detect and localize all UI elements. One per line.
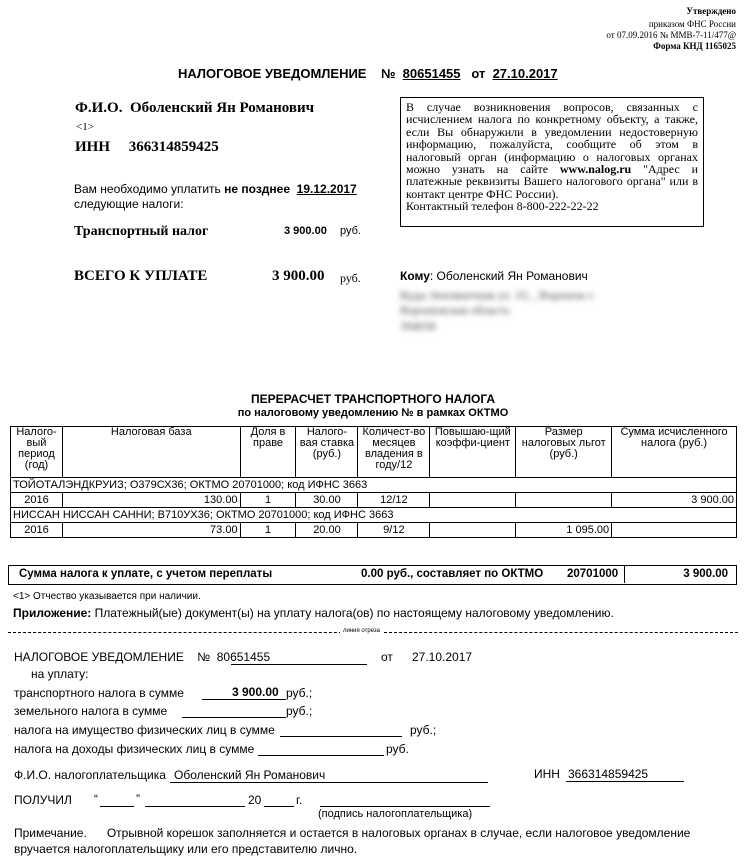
col-benefit: Размер налоговых льгот (руб.) <box>516 427 612 478</box>
stub-num-sign: № <box>197 650 211 664</box>
stub-quote-close: ” <box>136 792 140 806</box>
cell-base: 73.00 <box>62 523 240 538</box>
fio-label: Ф.И.О. <box>75 100 123 116</box>
cell-benefit <box>516 493 612 508</box>
recalc-table <box>10 426 737 538</box>
table-row <box>11 493 737 508</box>
order-line-1: приказом ФНС России <box>648 19 736 29</box>
table-row <box>11 523 737 538</box>
cell-tax: 3 900.00 <box>612 493 737 508</box>
col-period: Налого-вый период (год) <box>11 427 63 478</box>
stub-from: от <box>381 650 393 664</box>
stub-note-text-1: Отрывной корешок заполняется и остается в налоговых органах в случае, если налоговое уведомление <box>106 826 691 840</box>
inn-label: ИНН <box>75 139 111 155</box>
inn-value: 366314859425 <box>128 139 219 155</box>
sum-label: Сумма налога к уплате, с учетом переплаты <box>19 568 273 580</box>
notice-number: 80651455 <box>402 66 461 81</box>
cell-coef <box>430 493 516 508</box>
stub-month-line <box>145 806 245 807</box>
stub-to-pay: на уплату: <box>31 667 89 681</box>
notice-from: от <box>471 66 486 81</box>
info-box <box>400 97 704 227</box>
cut-line-label: линия отреза <box>340 628 383 634</box>
cell-tax <box>612 523 737 538</box>
info-text: В случае возникновения вопросов, связанных с исчислением налога по конкретному объекту, а также, если Вы обнаружили в уведомлении недостоверную информацию, пожалуйста, сообщите об этом в налоговый орган (информацию о налоговых органах можно узнать на сайте <box>406 100 698 177</box>
approved-label: Утверждено <box>686 6 736 16</box>
stub-property-rub: руб.; <box>410 723 437 737</box>
to-name: : Оболенский Ян Романович <box>429 269 588 283</box>
col-base: Налоговая база <box>62 427 240 478</box>
col-share: Доля в праве <box>240 427 296 478</box>
tax-name: Транспортный налог <box>74 224 209 239</box>
address-line-1: Куды Землянечная ул. 33, , Воронеж г. <box>400 288 595 302</box>
col-coef: Повышаю-щий коэффи-циент <box>430 427 516 478</box>
address-line-3: 394036 <box>400 319 436 333</box>
notice-date: 27.10.2017 <box>492 66 558 81</box>
taxpayer-fio-row <box>75 100 314 117</box>
to-label: Кому <box>400 269 430 283</box>
col-tax: Сумма исчисленного налога (руб.) <box>612 427 737 478</box>
stub-land-label: земельного налога в сумме <box>14 704 168 718</box>
stub-received: ПОЛУЧИЛ <box>14 793 72 807</box>
tax-amount: 3 900.00 <box>284 225 327 237</box>
table-header-row <box>11 427 737 478</box>
stub-transport-rub: руб.; <box>286 686 313 700</box>
stub-day-line <box>100 806 134 807</box>
address-line-2: Воронежская область <box>400 303 510 317</box>
sum-total: 3 900.00 <box>683 568 728 580</box>
cell-year: 2016 <box>11 523 63 538</box>
info-text-2: "Адрес и платежные реквизиты Вашего налогового органа" или в контакт центре ФНС России). <box>406 162 698 201</box>
stub-signature-line <box>320 806 490 807</box>
deadline-label: не позднее <box>224 182 290 196</box>
stub-property-line <box>280 736 402 737</box>
stub-inn-label: ИНН <box>534 767 560 781</box>
cell-rate: 30.00 <box>296 493 358 508</box>
stub-quote-open: “ <box>94 792 98 806</box>
cell-coef <box>430 523 516 538</box>
pay-instruction <box>74 182 357 196</box>
cell-months: 12/12 <box>358 493 430 508</box>
stub-year-prefix: 20 <box>248 793 262 807</box>
recipient-row <box>400 269 588 283</box>
cell-share: 1 <box>240 523 296 538</box>
tax-currency: руб. <box>340 225 361 237</box>
total-label: ВСЕГО К УПЛАТЕ <box>74 268 208 284</box>
stub-transport-line <box>202 699 286 700</box>
total-amount: 3 900.00 <box>272 268 325 284</box>
footnote-ref: <1> <box>76 121 94 133</box>
stub-income-label: налога на доходы физических лиц в сумме <box>14 742 255 756</box>
form-code: Форма КНД 1165025 <box>653 41 736 51</box>
stub-title: НАЛОГОВОЕ УВЕДОМЛЕНИЕ <box>14 650 184 664</box>
sum-oktmo: 20701000 <box>567 568 619 580</box>
notice-num-sign: № <box>380 66 396 81</box>
table-row <box>11 478 737 493</box>
appendix-label: Приложение: <box>13 606 92 620</box>
stub-year-line <box>264 806 294 807</box>
cell-benefit: 1 095.00 <box>516 523 612 538</box>
cell-months: 9/12 <box>358 523 430 538</box>
sum-overpay: 0.00 руб., составляет по ОКТМО <box>361 568 544 580</box>
notice-title: НАЛОГОВОЕ УВЕДОМЛЕНИЕ <box>178 66 367 81</box>
stub-transport-label: транспортного налога в сумме <box>14 686 184 700</box>
stub-income-line <box>258 755 384 756</box>
total-currency: руб. <box>340 271 361 285</box>
stub-date: 27.10.2017 <box>412 650 473 664</box>
vehicle-description: ТОЙОТАЛЭНДКРУИЗ; О379СХ36; ОКТМО 20701000; код ИФНС 3663 <box>11 478 737 493</box>
stub-transport-amount: 3 900.00 <box>232 685 279 699</box>
fio-value: Оболенский Ян Романович <box>129 100 315 116</box>
stub-inn-line <box>566 781 684 782</box>
footnote-text: <1> Отчество указывается при наличии. <box>13 591 201 602</box>
stub-year-suffix: г. <box>296 793 303 807</box>
recalc-subtitle: по налоговому уведомлению № в рамках ОКТМО <box>237 407 509 419</box>
stub-property-label: налога на имущество физических лиц в сумме <box>14 723 275 737</box>
stub-fio-line <box>170 782 488 783</box>
stub-title-row <box>14 650 270 664</box>
appendix-text: Платежный(ые) документ(ы) на уплату налога(ов) по настоящему налоговому уведомлению. <box>91 606 614 620</box>
cell-rate: 20.00 <box>296 523 358 538</box>
stub-note-row <box>14 826 690 840</box>
stub-signature-label: (подпись налогоплательщика) <box>318 808 473 820</box>
pay-suffix: следующие налоги: <box>74 197 184 211</box>
stub-fio-label: Ф.И.О. налогоплательщика <box>14 768 166 782</box>
recalc-title: ПЕРЕРАСЧЕТ ТРАНСПОРТНОГО НАЛОГА <box>250 392 496 406</box>
stub-income-rub: руб. <box>386 742 409 756</box>
stub-inn: 366314859425 <box>568 767 649 781</box>
order-line-2: от 07.09.2016 № ММВ-7-11/477@ <box>606 30 736 40</box>
info-site-link[interactable]: www.nalog.ru <box>559 162 632 177</box>
stub-note-text-2: вручается налогоплательщику или его представителю лично. <box>14 842 358 856</box>
cell-year: 2016 <box>11 493 63 508</box>
stub-number-line <box>231 664 367 665</box>
table-row <box>11 508 737 523</box>
pay-prefix: Вам необходимо уплатить <box>74 182 225 196</box>
col-rate: Налого-вая ставка (руб.) <box>296 427 358 478</box>
sum-divider <box>624 566 625 583</box>
deadline-date: 19.12.2017 <box>296 182 357 196</box>
sum-box <box>8 565 737 585</box>
stub-number: 80651455 <box>216 650 271 664</box>
taxpayer-inn-row <box>75 139 219 156</box>
cell-base: 130.00 <box>62 493 240 508</box>
stub-note-label: Примечание. <box>14 826 87 840</box>
info-phone: Контактный телефон 8-800-222-22-22 <box>406 199 599 214</box>
cell-share: 1 <box>240 493 296 508</box>
vehicle-description: НИССАН НИССАН САННИ; В710УХ36; ОКТМО 20701000; код ИФНС 3663 <box>11 508 737 523</box>
stub-land-rub: руб.; <box>286 704 313 718</box>
appendix-row <box>13 606 614 620</box>
stub-land-line <box>182 717 286 718</box>
notice-title-row <box>178 66 558 81</box>
col-months: Количест-во месяцев владения в году/12 <box>358 427 430 478</box>
stub-fio: Оболенский Ян Романович <box>174 768 326 782</box>
